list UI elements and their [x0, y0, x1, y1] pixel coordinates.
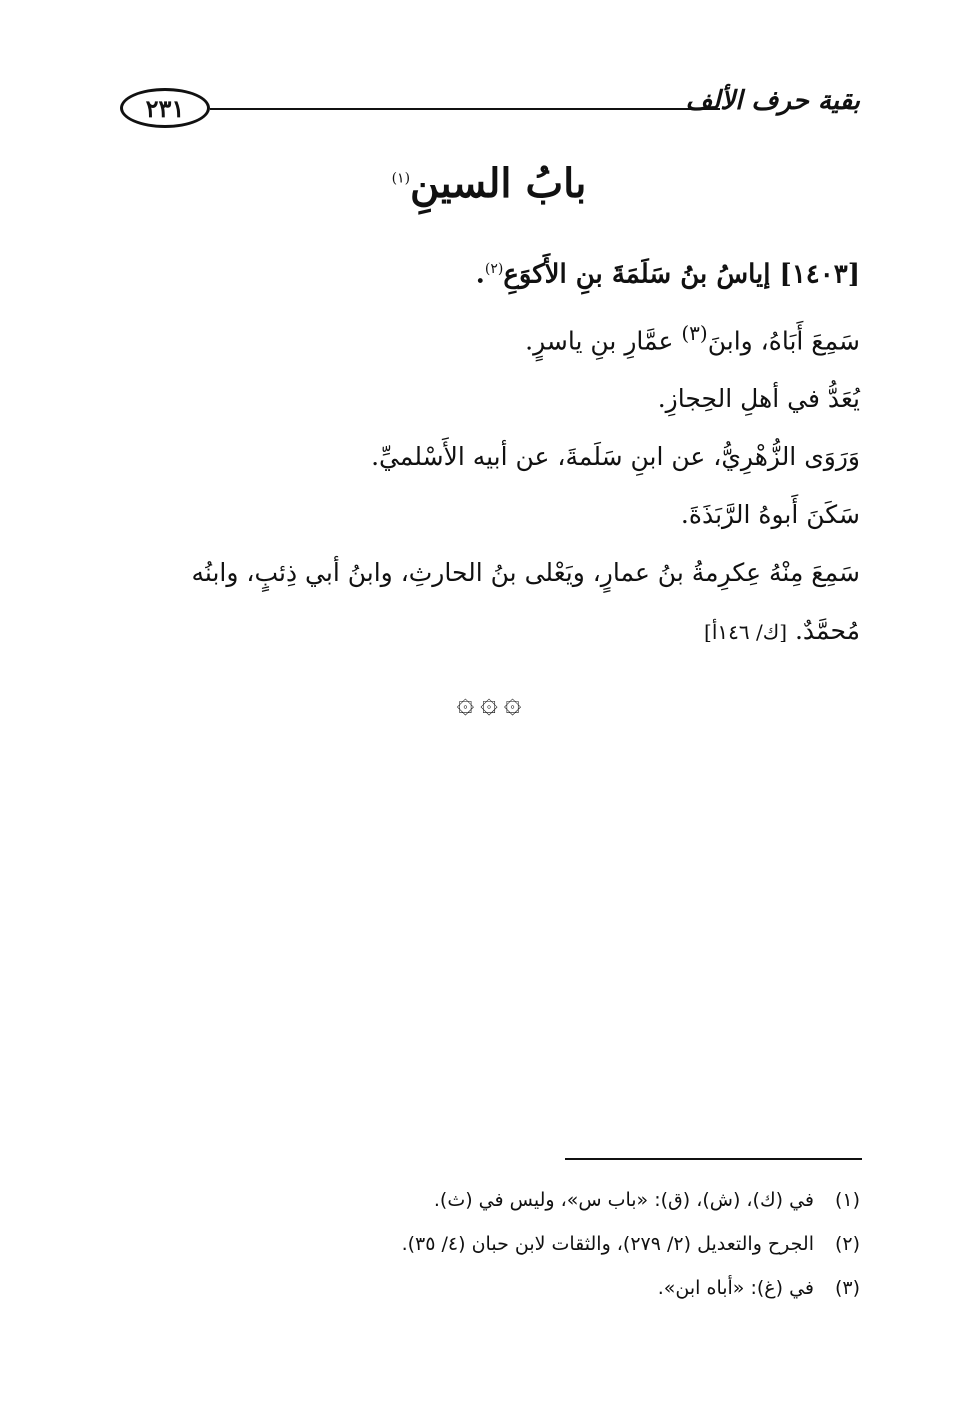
footnote-text: في (ك)، (ش)، (ق): «باب س»، وليس في (ث). [433, 1189, 814, 1211]
section-ornaments [0, 685, 978, 720]
chapter-title [0, 160, 978, 207]
line-heard-from [120, 304, 860, 370]
line-footnote-ref[interactable]: (٣) [681, 320, 708, 345]
footnote-number: (٢) [834, 1233, 860, 1255]
footnote-number: (١) [834, 1189, 860, 1211]
line-narrated: وَرَوَى الزُّهْرِيُّ، عن ابنِ سَلَمةَ، عن أبيه الأَسْلميِّ. [371, 441, 860, 471]
footnote-item [120, 1222, 860, 1266]
footnote-number: (٣) [834, 1277, 860, 1299]
ornament-icon: ۞ [503, 685, 522, 720]
chapter-title-text: بابُ السينِ [410, 160, 587, 207]
ornament-icon: ۞ [456, 685, 475, 720]
entry-name: إياسُ بنُ سَلَمَةَ بنِ الأَكوَعِ [503, 259, 771, 290]
line-heard-from-b: عمَّارِ بنِ ياسرٍ. [525, 325, 682, 355]
footnote-item [120, 1178, 860, 1222]
page-number: ٢٣١ [120, 88, 210, 128]
line-students-end [120, 602, 860, 661]
chapter-footnote-ref[interactable]: (١) [391, 170, 411, 187]
entry-heading [120, 240, 860, 304]
footnote-rule [565, 1158, 862, 1160]
footnote-item [120, 1266, 860, 1310]
manuscript-ref: [ك/ ١٤٦أ] [704, 619, 787, 644]
ornament-icon: ۞ [480, 685, 498, 720]
line-heard-from-a: سَمِعَ أَبَاهُ، وابنَ [707, 325, 860, 355]
line-residence: سَكَنَ أَبوهُ الرَّبَذَةَ. [680, 499, 860, 529]
footnote-text: الجرح والتعديل (٢/ ٢٧٩)، والثقات لابن حبان (٤/ ٣٥). [401, 1233, 814, 1255]
line-students: سَمِعَ مِنْهُ عِكرِمةُ بنُ عمارٍ، ويَعْلى بنُ الحارثِ، وابنُ أبي ذِئبٍ، وابنُه [191, 557, 860, 587]
header-rule [210, 108, 720, 110]
running-title: بقية حرف الألف [685, 86, 860, 116]
entry-footnote-ref[interactable]: (٢) [484, 261, 504, 277]
entry-name-end: . [475, 259, 485, 290]
footnotes [120, 1178, 860, 1310]
entry-number: [١٤٠٣] [779, 259, 860, 290]
line-students-end-text: مُحمَّدٌ. [787, 615, 860, 645]
entry-body [120, 240, 860, 661]
footnote-text: في (غ): «أباه ابن». [657, 1277, 814, 1299]
line-counted-among: يُعَدُّ في أهلِ الحِجازِ. [657, 383, 860, 413]
running-header [120, 88, 860, 136]
